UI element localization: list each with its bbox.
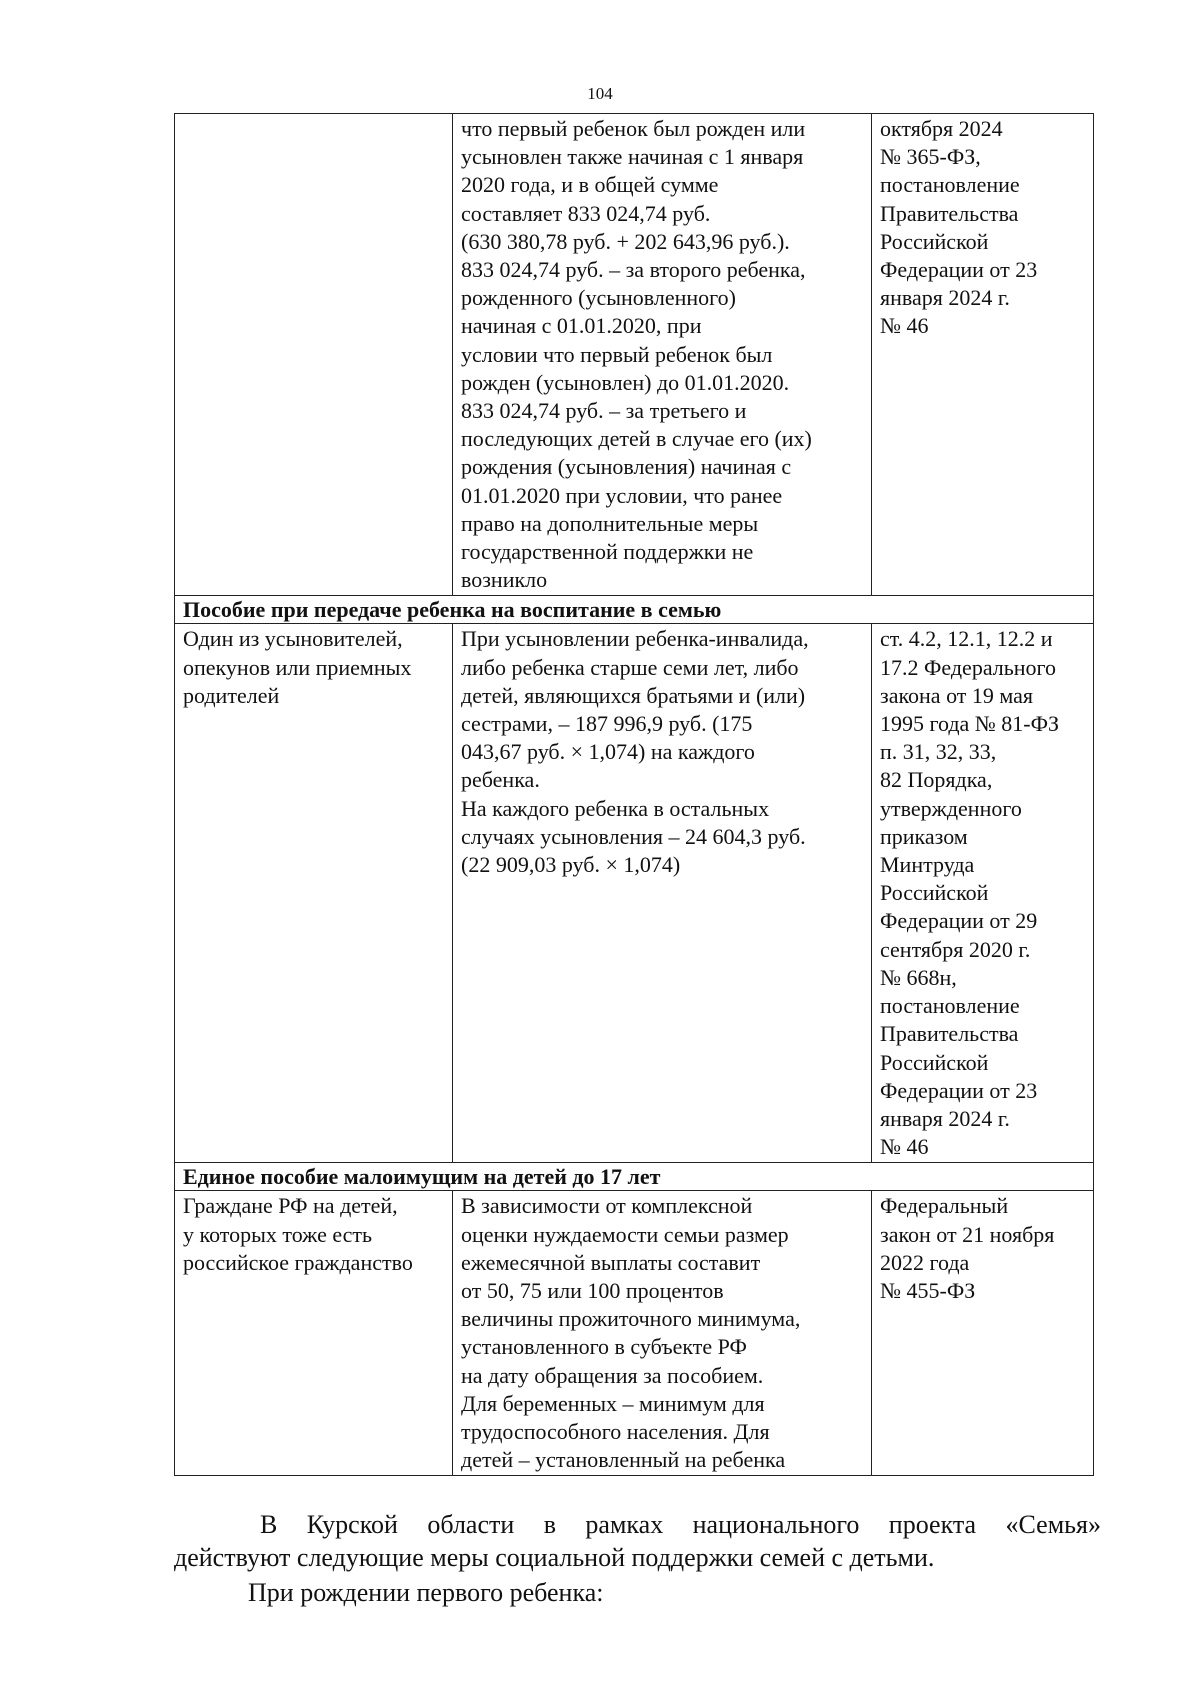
cell-text-line: родителей — [183, 682, 280, 708]
cell-text-line: 82 Порядка, — [880, 767, 993, 793]
table-row — [175, 624, 1094, 1163]
paragraph-line: В Курской области в рамках национального проекта «Семья» — [260, 1510, 1101, 1539]
cell-text-line: Граждане РФ на детей, — [183, 1193, 398, 1219]
cell-text-line: установленного в субъекте РФ — [461, 1334, 747, 1360]
cell-text-line: закон от 21 ноября — [880, 1221, 1055, 1247]
section-title-unified-allowance: Единое пособие малоимущим на детей до 17 лет — [175, 1163, 1094, 1191]
cell-text-line: 833 024,74 руб. – за второго ребенка, — [461, 257, 806, 283]
cell-text-line: Правительства — [880, 1021, 1019, 1047]
cell-text-line: января 2024 г. — [880, 285, 1010, 311]
legal-basis-cell — [872, 1191, 1094, 1476]
recipient-cell — [175, 624, 453, 1163]
section-title-child-placement: Пособие при передаче ребенка на воспитание в семью — [175, 596, 1094, 624]
cell-text-line: последующих детей в случае его (их) — [461, 426, 812, 452]
cell-text-line: возникло — [461, 567, 548, 593]
cell-text-line: При усыновлении ребенка-инвалида, — [461, 626, 809, 652]
cell-text-line: № 455-ФЗ — [880, 1277, 976, 1303]
amount-cell — [453, 114, 872, 596]
cell-text-line: постановление — [880, 993, 1020, 1019]
table-row — [175, 114, 1094, 596]
cell-text-line: рожден (усыновлен) до 01.01.2020. — [461, 369, 790, 395]
paragraph-line: При рождении первого ребенка: — [248, 1578, 604, 1607]
legal-basis-cell — [872, 114, 1094, 596]
cell-text-line: Российской — [880, 1049, 989, 1075]
cell-text-line: составляет 833 024,74 руб. — [461, 200, 711, 226]
page-number: 104 — [587, 84, 613, 103]
cell-text-line: № 365-ФЗ, — [880, 144, 981, 170]
cell-text-line: детей – установленный на ребенка — [461, 1447, 786, 1473]
cell-text-line: постановление — [880, 172, 1020, 198]
cell-text-line: у которых тоже есть — [183, 1221, 373, 1247]
cell-text-line: Федеральный — [880, 1193, 1009, 1219]
table-row — [175, 1191, 1094, 1476]
cell-text-line: ст. 4.2, 12.1, 12.2 и — [880, 626, 1053, 652]
cell-text-line: сентября 2020 г. — [880, 936, 1031, 962]
amount-cell — [453, 1191, 872, 1476]
cell-text-line: российское гражданство — [183, 1249, 413, 1275]
cell-text-line: трудоспособного населения. Для — [461, 1418, 770, 1444]
cell-text-line: начиная с 01.01.2020, при — [461, 313, 702, 339]
cell-text-line: величины прожиточного минимума, — [461, 1306, 801, 1332]
cell-text-line: Для беременных – минимум для — [461, 1390, 765, 1416]
legal-basis-cell — [872, 624, 1094, 1163]
cell-text-line: закона от 19 мая — [880, 682, 1034, 708]
recipient-cell — [175, 114, 453, 596]
cell-text-line: что первый ребенок был рожден или — [461, 116, 806, 141]
section-header-row — [175, 1163, 1094, 1191]
cell-text-line: приказом — [880, 823, 968, 849]
cell-text-line: 01.01.2020 при условии, что ранее — [461, 482, 783, 508]
cell-text-line: января 2024 г. — [880, 1105, 1010, 1131]
body-paragraph — [174, 1508, 1101, 1574]
cell-text-line: п. 31, 32, 33, — [880, 739, 997, 765]
cell-text-line: октября 2024 — [880, 116, 1003, 141]
cell-text-line: Федерации от 23 — [880, 1077, 1038, 1103]
body-paragraph — [174, 1576, 1101, 1609]
cell-text-line: случаях усыновления – 24 604,3 руб. — [461, 823, 806, 849]
cell-text-line: № 46 — [880, 313, 929, 339]
cell-text-line: либо ребенка старше семи лет, либо — [461, 654, 799, 680]
cell-text-line: На каждого ребенка в остальных — [461, 795, 770, 821]
cell-text-line: детей, являющихся братьями и (или) — [461, 682, 806, 708]
cell-text-line: В зависимости от комплексной — [461, 1193, 753, 1219]
cell-text-line: Российской — [880, 228, 989, 254]
cell-text-line: Федерации от 23 — [880, 257, 1038, 283]
cell-text-line: государственной поддержки не — [461, 539, 754, 565]
amount-cell — [453, 624, 872, 1163]
cell-text-line: сестрами, – 187 996,9 руб. (175 — [461, 711, 753, 737]
cell-text-line: рождения (усыновления) начиная с — [461, 454, 792, 480]
cell-text-line: Правительства — [880, 200, 1019, 226]
cell-text-line: 2020 года, и в общей сумме — [461, 172, 719, 198]
cell-text-line: ребенка. — [461, 767, 540, 793]
cell-text-line: Российской — [880, 880, 989, 906]
paragraph-line: действуют следующие меры социальной поддержки семей с детьми. — [174, 1543, 935, 1572]
cell-text-line: условии что первый ребенок был — [461, 341, 773, 367]
cell-text-line: Один из усыновителей, — [183, 626, 403, 652]
cell-text-line: № 46 — [880, 1134, 929, 1160]
cell-text-line: (630 380,78 руб. + 202 643,96 руб.). — [461, 228, 790, 254]
cell-text-line: 833 024,74 руб. – за третьего и — [461, 398, 747, 424]
cell-text-line: (22 909,03 руб. × 1,074) — [461, 852, 681, 878]
cell-text-line: оценки нуждаемости семьи размер — [461, 1221, 789, 1247]
cell-text-line: от 50, 75 или 100 процентов — [461, 1277, 724, 1303]
cell-text-line: 1995 года № 81-ФЗ — [880, 711, 1060, 737]
section-header-row — [175, 596, 1094, 624]
cell-text-line: утвержденного — [880, 795, 1022, 821]
cell-text-line: 2022 года — [880, 1249, 970, 1275]
cell-text-line: Федерации от 29 — [880, 908, 1038, 934]
benefits-table — [174, 113, 1094, 1476]
cell-text-line: право на дополнительные меры — [461, 510, 759, 536]
cell-text-line: рожденного (усыновленного) — [461, 285, 736, 311]
cell-text-line: № 668н, — [880, 964, 957, 990]
cell-text-line: усыновлен также начиная с 1 января — [461, 144, 804, 170]
cell-text-line: 17.2 Федерального — [880, 654, 1057, 680]
cell-text-line: опекунов или приемных — [183, 654, 412, 680]
recipient-cell — [175, 1191, 453, 1476]
cell-text-line: на дату обращения за пособием. — [461, 1362, 764, 1388]
cell-text-line: 043,67 руб. × 1,074) на каждого — [461, 739, 755, 765]
cell-text-line: ежемесячной выплаты составит — [461, 1249, 761, 1275]
cell-text-line: Минтруда — [880, 852, 975, 878]
